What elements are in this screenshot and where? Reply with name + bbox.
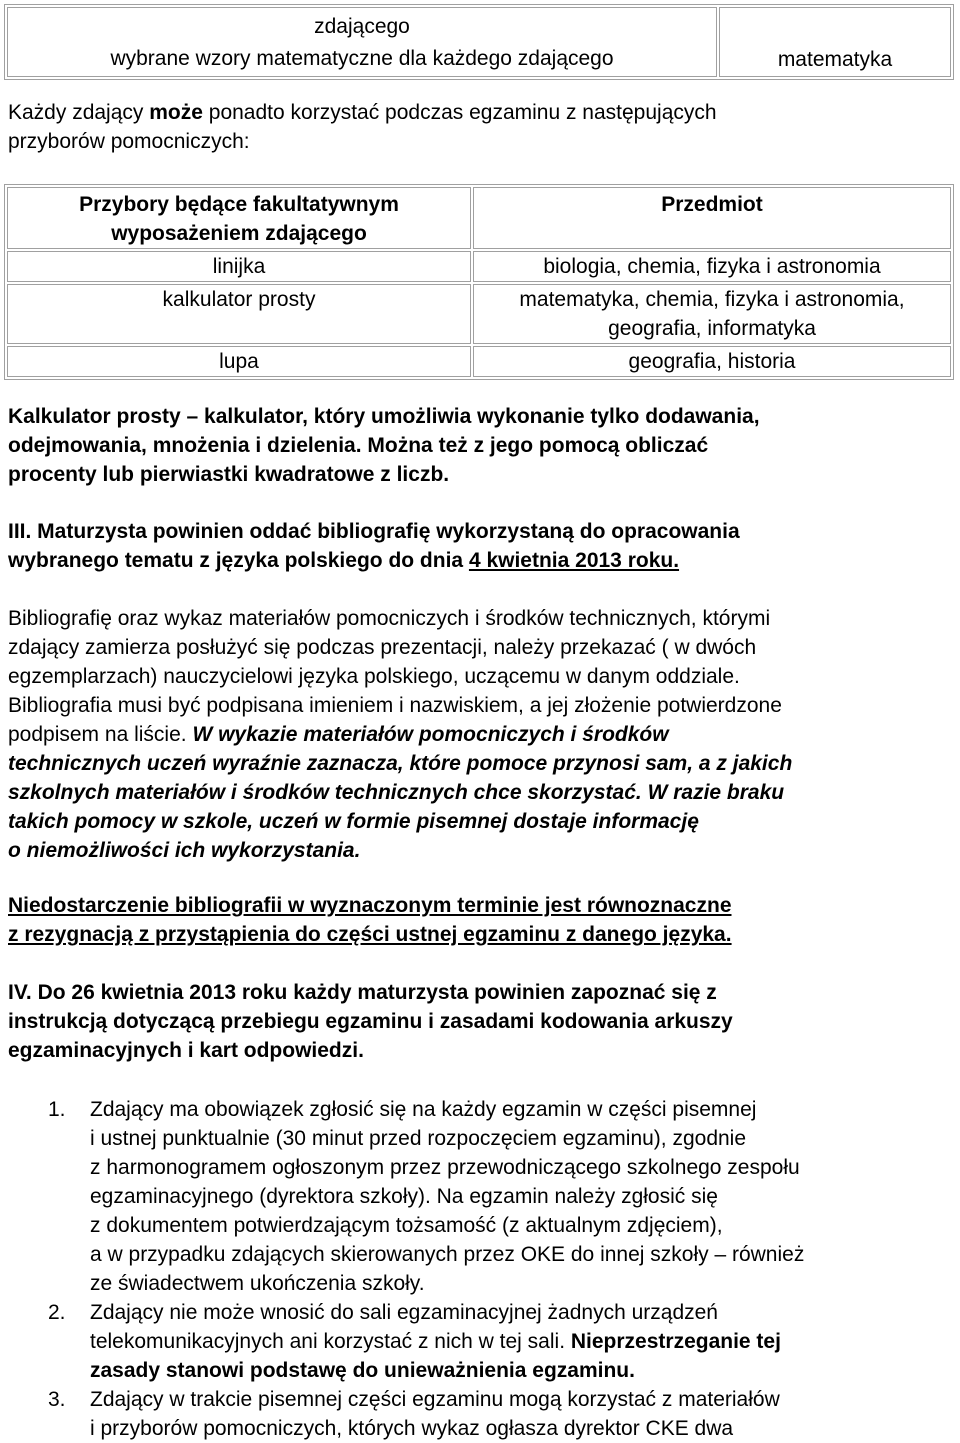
warning-line-1: Niedostarczenie bibliografii w wyznaczonym terminie jest równoznaczne — [8, 894, 732, 917]
intro-line-2: przyborów pomocniczych: — [8, 130, 250, 153]
bibliography-line-9: o niemożliwości ich wykorzystania. — [8, 839, 361, 862]
bibliography-line-5: podpisem na liście. W wykazie materiałów pomocniczych i środków — [8, 723, 669, 746]
formulas-line-2: wybrane wzory matematyczne dla każdego zdającego — [110, 47, 614, 70]
rule-1-line-2: i ustnej punktualnie (30 minut przed rozpoczęciem egzaminu), zgodnie — [90, 1127, 747, 1150]
bibliography-line-8: takich pomocy w szkole, uczeń w formie pisemnej dostaje informację — [8, 810, 699, 833]
section-4-line-2: instrukcją dotyczącą przebiegu egzaminu i zasadami kodowania arkuszy — [8, 1010, 733, 1033]
bibliography-line-1: Bibliografię oraz wykaz materiałów pomocniczych i środków technicznych, którymi — [8, 607, 771, 630]
rule-3-number: 3. — [48, 1388, 66, 1411]
rule-3 — [8, 1385, 952, 1443]
warning-line-2: z rezygnacją z przystąpienia do części ustnej egzaminu z danego języka. — [8, 923, 732, 946]
formulas-cell — [7, 7, 717, 77]
aids-row-1-subject: biologia, chemia, fizyka i astronomia — [473, 251, 951, 282]
aids-row-3-subject: geografia, historia — [473, 346, 951, 377]
rule-2-line-2: telekomunikacyjnych ani korzystać z nich w tej sali. Nieprzestrzeganie tej — [90, 1330, 781, 1353]
formulas-line-1: zdającego — [314, 15, 410, 38]
rule-1-line-1: Zdający ma obowiązek zgłosić się na każdy egzamin w części pisemnej — [90, 1098, 757, 1121]
calculator-note-line-2: odejmowania, mnożenia i dzielenia. Można też z jego pomocą obliczać — [8, 434, 709, 457]
rule-1-number: 1. — [48, 1098, 66, 1121]
aids-table — [4, 184, 954, 380]
section-4 — [8, 978, 952, 1065]
rule-1 — [8, 1095, 952, 1298]
bibliography-line-7: szkolnych materiałów i środków technicznych chce skorzystać. W razie braku — [8, 781, 785, 804]
rule-3-line-1: Zdający w trakcie pisemnej części egzaminu mogą korzystać z materiałów — [90, 1388, 780, 1411]
rule-1-line-4: egzaminacyjnego (dyrektora szkoły). Na egzamin należy zgłosić się — [90, 1185, 718, 1208]
section-3 — [8, 517, 952, 575]
intro-line-1: Każdy zdający może ponadto korzystać podczas egzaminu z następujących — [8, 101, 717, 124]
formulas-subject-cell — [719, 7, 951, 77]
aids-row-1-tool: linijka — [7, 251, 471, 282]
rule-3-line-2: i przyborów pomocniczych, których wykaz ogłasza dyrektor CKE dwa — [90, 1417, 734, 1440]
deadline-date: 4 kwietnia 2013 roku. — [468, 549, 680, 572]
aids-header-tools: Przybory będące fakultatywnym wyposażeniem zdającego — [7, 187, 471, 249]
bibliography-line-6: technicznych uczeń wyraźnie zaznacza, które pomoce przynosi sam, a z jakich — [8, 752, 793, 775]
calculator-note — [8, 402, 952, 489]
rule-2-line-1: Zdający nie może wnosić do sali egzaminacyjnej żadnych urządzeń — [90, 1301, 718, 1324]
rules-list — [8, 1095, 952, 1443]
warning-paragraph — [8, 891, 952, 949]
calculator-note-line-3: procenty lub pierwiastki kwadratowe z liczb. — [8, 463, 450, 486]
bibliography-line-3: egzemplarzach) nauczycielowi języka polskiego, uczącemu w danym oddziale. — [8, 665, 740, 688]
rule-2-number: 2. — [48, 1301, 66, 1324]
section-3-line-1: III. Maturzysta powinien oddać bibliografię wykorzystaną do opracowania — [8, 520, 740, 543]
rule-1-line-3: z harmonogramem ogłoszonym przez przewodniczącego szkolnego zespołu — [90, 1156, 800, 1179]
rule-1-line-6: a w przypadku zdających skierowanych przez OKE do innej szkoły – również — [90, 1243, 805, 1266]
intro-paragraph — [8, 98, 948, 156]
rule-2 — [8, 1298, 952, 1385]
aids-row-2-subject: matematyka, chemia, fizyka i astronomia, geografia, informatyka — [473, 284, 951, 344]
bibliography-paragraph — [8, 604, 952, 865]
aids-header-subject: Przedmiot — [473, 187, 951, 249]
rule-1-line-7: ze świadectwem ukończenia szkoły. — [90, 1272, 425, 1295]
formulas-subject: matematyka — [777, 48, 893, 71]
subject-formulas-table — [4, 4, 954, 80]
section-4-line-1: IV. Do 26 kwietnia 2013 roku każdy maturzysta powinien zapoznać się z — [8, 981, 717, 1004]
aids-row-3-tool: lupa — [7, 346, 471, 377]
bibliography-line-2: zdający zamierza posłużyć się podczas prezentacji, należy przekazać ( w dwóch — [8, 636, 757, 659]
aids-row-2-tool: kalkulator prosty — [7, 284, 471, 344]
rule-1-line-5: z dokumentem potwierdzającym tożsamość (z aktualnym zdjęciem), — [90, 1214, 723, 1237]
section-3-line-2: wybranego tematu z języka polskiego do dnia 4 kwietnia 2013 roku. — [8, 549, 680, 572]
rule-2-line-3: zasady stanowi podstawę do unieważnienia egzaminu. — [90, 1359, 635, 1382]
bibliography-line-4: Bibliografia musi być podpisana imieniem i nazwiskiem, a jej złożenie potwierdzone — [8, 694, 782, 717]
section-4-line-3: egzaminacyjnych i kart odpowiedzi. — [8, 1039, 364, 1062]
calculator-note-line-1: Kalkulator prosty – kalkulator, który umożliwia wykonanie tylko dodawania, — [8, 405, 760, 428]
